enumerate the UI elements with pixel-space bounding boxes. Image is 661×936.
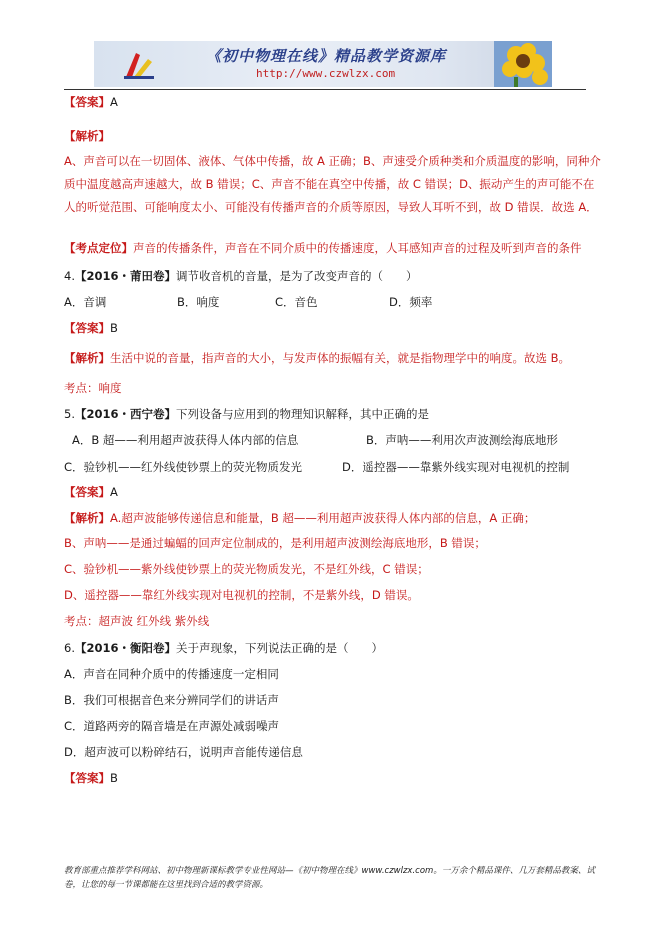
question-number: 6. (64, 641, 75, 655)
q4-answer (64, 320, 118, 336)
option-c: C．音色 (275, 295, 318, 309)
q5-analysis-line3: C、验钞机——紫外线使钞票上的荧光物质发光，不是红外线，C 错误； (64, 562, 429, 576)
answer-value: B (110, 321, 118, 335)
answer-value: B (110, 771, 118, 785)
q5-stem (64, 406, 429, 422)
analysis-label: 【解析】 (64, 351, 110, 365)
answer-label: 【答案】 (64, 95, 110, 109)
question-text: 下列设备与应用到的物理知识解释，其中正确的是 (176, 407, 429, 421)
answer-label: 【答案】 (64, 321, 110, 335)
question-number: 4. (64, 269, 75, 283)
question-number: 5. (64, 407, 75, 421)
q3-point (64, 240, 582, 256)
option-a: A．B 超——利用超声波获得人体内部的信息 (72, 433, 299, 447)
q4-stem (64, 268, 418, 284)
q5-analysis-line1 (64, 510, 535, 526)
answer-value: A (110, 485, 118, 499)
q6-stem (64, 640, 383, 656)
q3-analysis-label: 【解析】 (64, 129, 110, 143)
question-source: 【2016・莆田卷】 (74, 269, 176, 283)
q5-analysis-line2: B、声呐——是通过蝙蝠的回声定位制成的，是利用超声波测绘海底地形，B 错误； (64, 536, 486, 550)
q4-analysis (64, 350, 570, 366)
q6-option-d: D．超声波可以粉碎结石，说明声音能传递信息 (64, 745, 303, 759)
q5-answer (64, 484, 118, 500)
q6-answer (64, 770, 118, 786)
option-d: D．频率 (389, 295, 433, 309)
q3-answer (64, 94, 118, 110)
option-c: C．验钞机——红外线使钞票上的荧光物质发光 (64, 460, 303, 474)
q5-analysis-line4: D、遥控器——靠红外线实现对电视机的控制，不是紫外线，D 错误。 (64, 588, 419, 602)
question-text: 调节收音机的音量，是为了改变声音的（ ） (176, 269, 418, 283)
question-text: 关于声现象，下列说法正确的是（ ） (176, 641, 383, 655)
answer-label: 【答案】 (64, 485, 110, 499)
point-text: 声音的传播条件，声音在不同介质中的传播速度，人耳感知声音的过程及听到声音的条件 (133, 241, 582, 255)
option-d: D．遥控器——靠紫外线实现对电视机的控制 (342, 460, 570, 474)
banner-title: 《初中物理在线》精品教学资源库 (206, 47, 447, 65)
header-rule (64, 89, 586, 90)
answer-label: 【答案】 (64, 771, 110, 785)
option-a: A．音调 (64, 295, 107, 309)
question-source: 【2016・西宁卷】 (74, 407, 176, 421)
q6-option-a: A．声音在同种介质中的传播速度一定相同 (64, 667, 279, 681)
q5-point: 考点：超声波 红外线 紫外线 (64, 614, 210, 628)
answer-value: A (110, 95, 118, 109)
page-footer: 教育部重点推荐学科网站、初中物理新课标教学专业性网站—《初中物理在线》www.czwlzx.com。一万余个精品课件、几万套精品教案、试卷，让您的每一节课都能在这里找到合适的教学资源。 (64, 866, 595, 890)
site-logo-icon (122, 49, 156, 81)
analysis-text: 生活中说的音量，指声音的大小，与发声体的振幅有关，就是指物理学中的响度。故选 B。 (110, 351, 571, 365)
analysis-label: 【解析】 (64, 511, 110, 525)
q3-analysis-text: A、声音可以在一切固体、液体、气体中传播，故 A 正确；B、声速受介质种类和介质温度的影响，同种介质中温度越高声速越大，故 B 错误；C、声音不能在真空中传播，故 C 错误；D、振动产生的声可能不在人的听觉范围、可能响度太小、可能没有传播声音的介质等原因，导致人耳听不到，故 D 错误．故选 A． (64, 154, 601, 214)
banner-url: http://www.czwlzx.com (256, 67, 396, 80)
question-source: 【2016・衡阳卷】 (74, 641, 176, 655)
q6-option-b: B．我们可根据音色来分辨同学们的讲话声 (64, 693, 279, 707)
analysis-text: A.超声波能够传递信息和能量，B 超——利用超声波获得人体内部的信息，A 正确； (110, 511, 536, 525)
option-b: B．声呐——利用次声波测绘海底地形 (366, 433, 558, 447)
header-banner (94, 41, 552, 87)
q6-option-c: C．道路两旁的隔音墙是在声源处减弱噪声 (64, 719, 280, 733)
point-label: 【考点定位】 (64, 241, 133, 255)
sunflower-icon (494, 41, 552, 87)
option-b: B．响度 (177, 295, 220, 309)
q4-point: 考点：响度 (64, 381, 122, 395)
